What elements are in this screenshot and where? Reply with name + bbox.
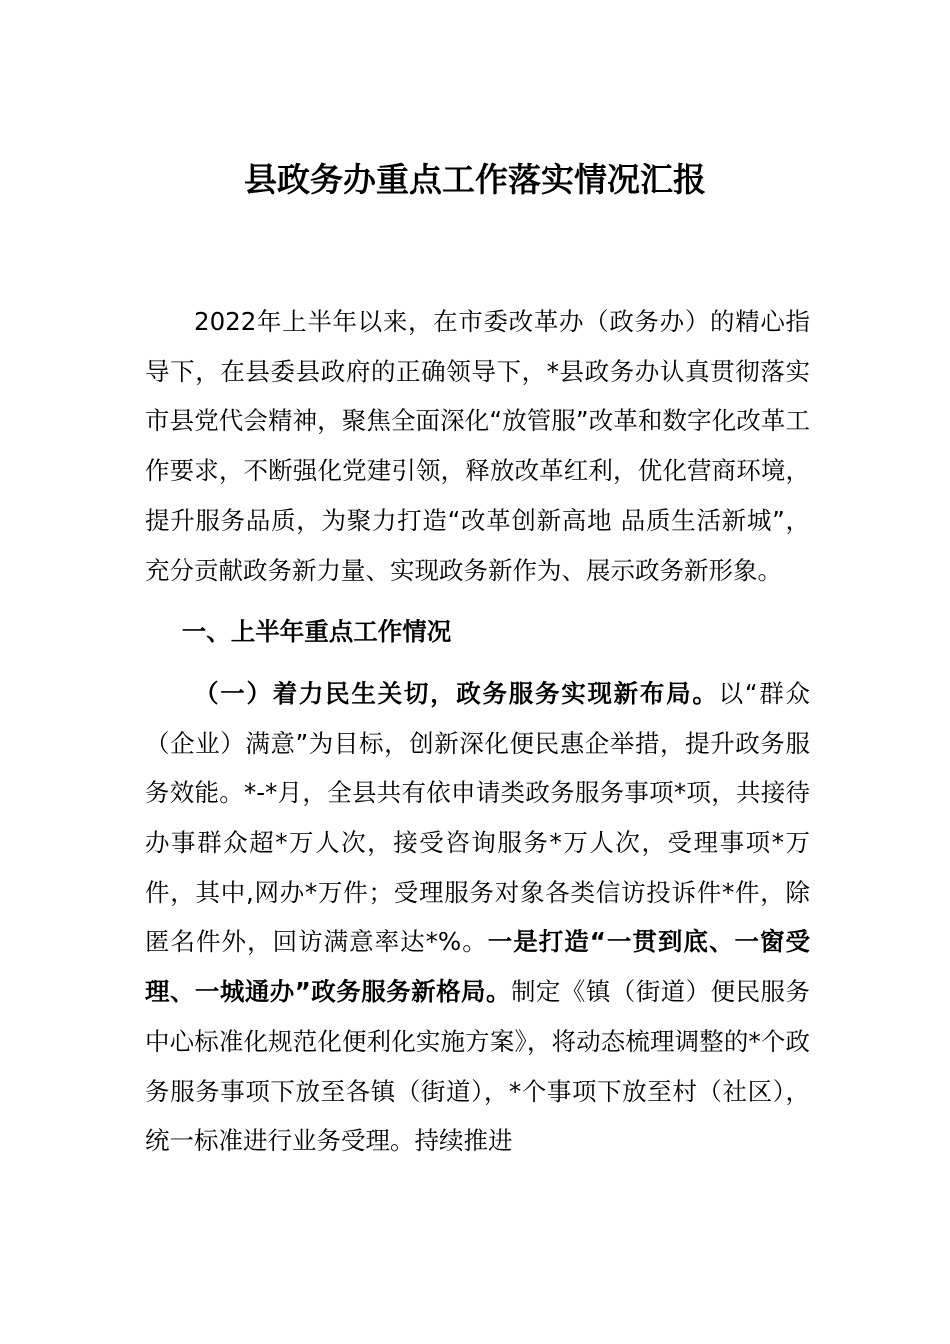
document-body <box>145 297 810 1166</box>
document-title: 县政务办重点工作落实情况汇报 <box>244 160 706 199</box>
intro-paragraph: 2022年上半年以来，在市委改革办（政务办）的精心指导下，在县委县政府的正确领导下，*县政务办认真贯彻落实市县党代会精神，聚焦全面深化“放管服”改革和数字化改革工作要求，不断强化党建引领，释放改革红利，优化营商环境，提升服务品质，为聚力打造“改革创新高地 品质生活新城”，充分贡献政务新力量、实现政务新作为、展示政务新形象。 <box>145 307 810 585</box>
subsection-text: 以“群众（企业）满意”为目标，创新深化便民惠企举措，提升政务服务效能。*-*月，全县共有依申请类政务服务事项*项，共接待办事群众超*万人次，接受咨询服务*万人次，受理事项*万件，其中,网办*万件；受理服务对象各类信访投诉件*件，除匿名件外，回访满意率达*%。 <box>145 678 810 957</box>
subsection-heading: （一）着力民生关切，政务服务实现新布局。 <box>194 678 719 708</box>
point-heading: 一是打造“一贯到底、一窗受理、一城通办”政务服务新格局。 <box>145 927 810 1007</box>
subsection-paragraph <box>145 669 810 1166</box>
point-text: 制定《镇（街道）便民服务中心标准化规范化便利化实施方案》，将动态梳理调整的*个政务服务事项下放至各镇（街道），*个事项下放至村（社区），统一标准进行业务受理。持续推进 <box>145 977 810 1156</box>
section-heading: 一、上半年重点工作情况 <box>181 617 452 647</box>
